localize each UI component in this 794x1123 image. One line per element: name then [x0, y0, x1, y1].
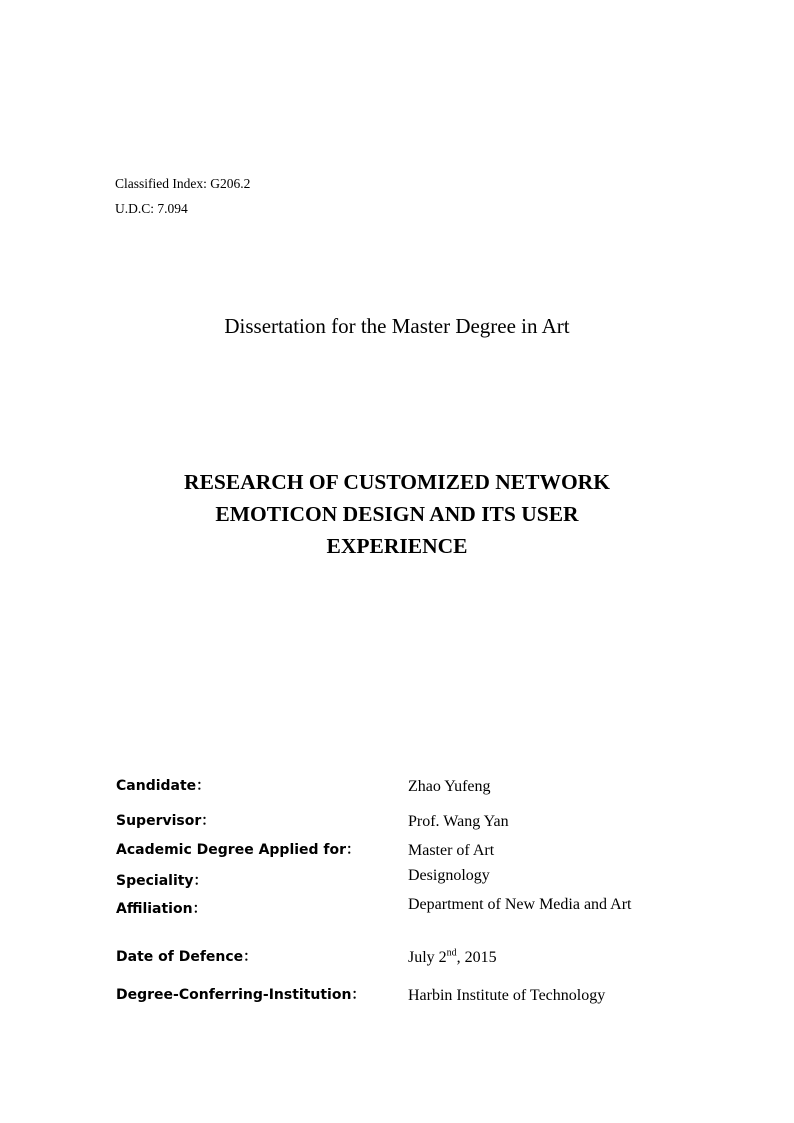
supervisor-label: Supervisor：: [116, 813, 216, 829]
institution-value: Harbin Institute of Technology: [408, 987, 606, 1004]
institution-label: Degree-Conferring-Institution：: [116, 987, 366, 1003]
speciality-label: Speciality：: [116, 873, 208, 889]
title-line-2: EMOTICON DESIGN AND ITS USER: [215, 502, 579, 526]
defence-value-suffix: , 2015: [456, 949, 497, 966]
speciality-value: Designology: [408, 867, 490, 884]
affiliation-value: Department of New Media and Art: [408, 896, 632, 913]
dissertation-title: [100, 466, 694, 562]
udc-number: U.D.C: 7.094: [115, 201, 188, 216]
supervisor-value: Prof. Wang Yan: [408, 813, 509, 830]
defence-label: Date of Defence：: [116, 949, 258, 965]
degree-applied-value: Master of Art: [408, 842, 495, 859]
classified-index: Classified Index: G206.2: [115, 176, 251, 191]
title-line-3: EXPERIENCE: [326, 534, 468, 558]
defence-value-sup: nd: [446, 947, 457, 959]
defence-value-prefix: July 2: [408, 949, 447, 966]
candidate-label: Candidate：: [116, 778, 211, 794]
degree-line: Dissertation for the Master Degree in Art: [224, 314, 570, 338]
affiliation-label: Affiliation：: [116, 901, 207, 917]
candidate-value: Zhao Yufeng: [408, 778, 491, 795]
title-line-1: RESEARCH OF CUSTOMIZED NETWORK: [184, 470, 610, 494]
degree-applied-label: Academic Degree Applied for：: [116, 842, 361, 858]
defence-value: [408, 947, 680, 969]
